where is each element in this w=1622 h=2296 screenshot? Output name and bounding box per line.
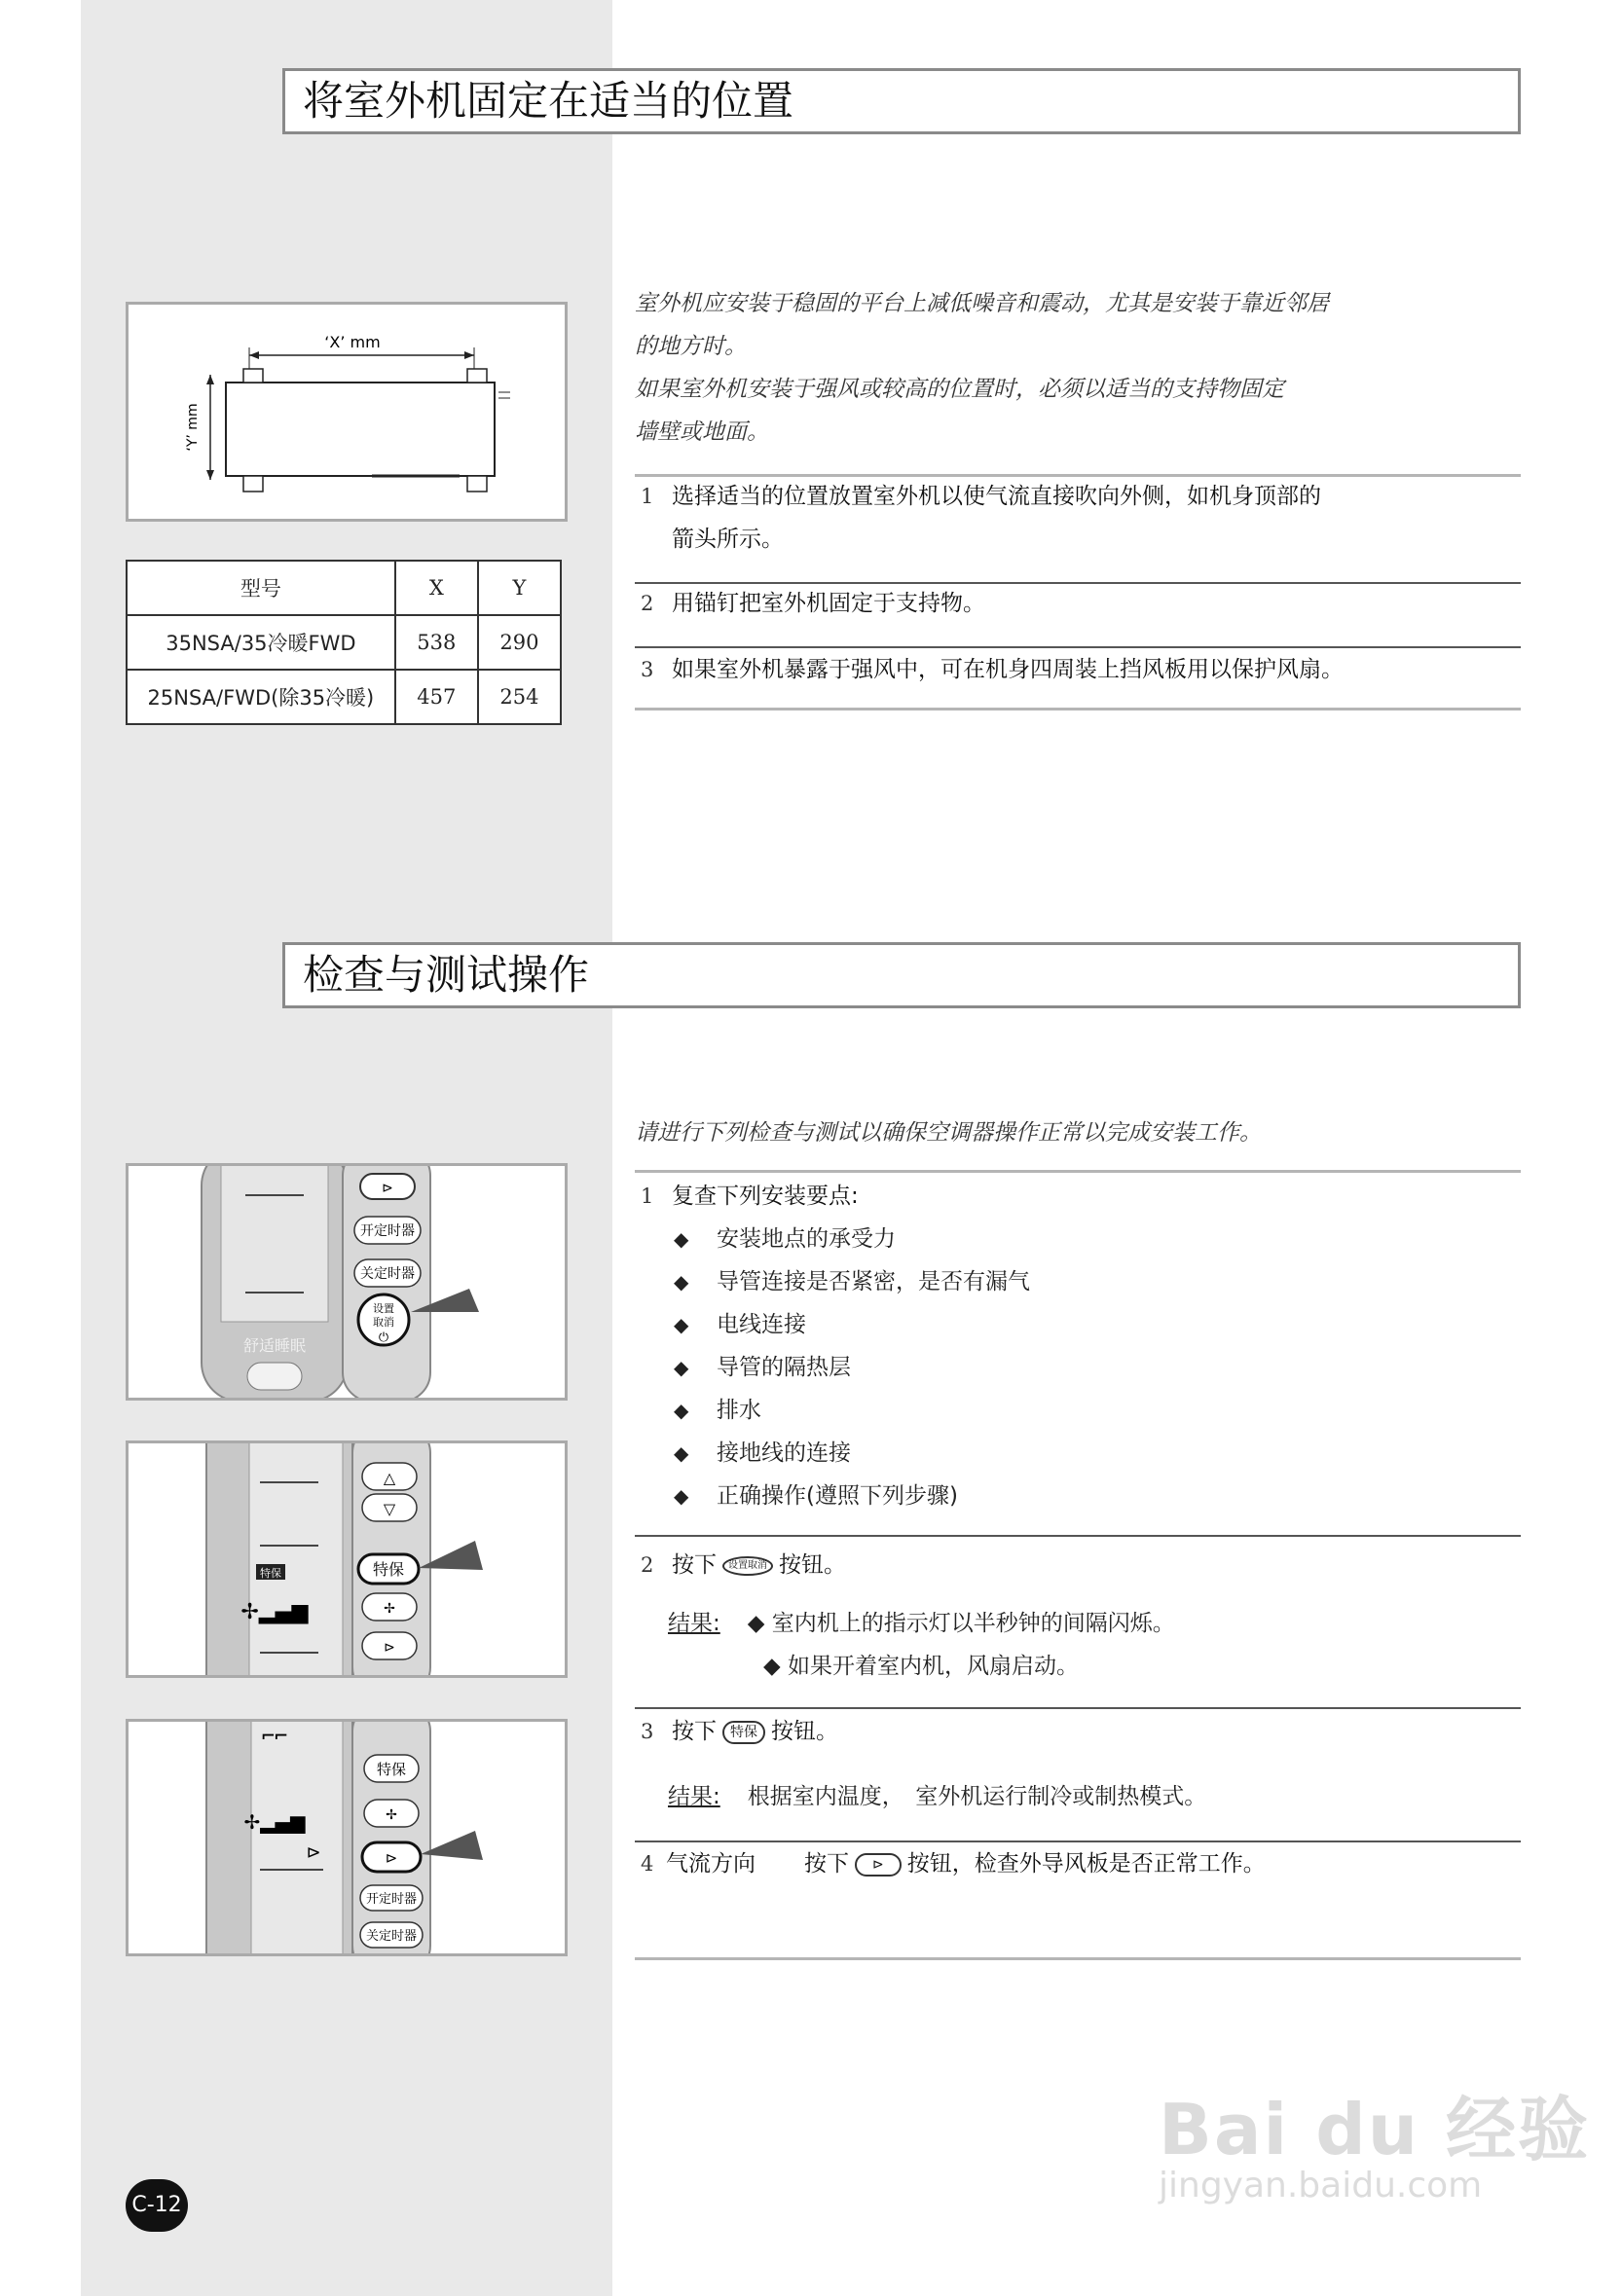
table-cell-model: 25NSA/FWD(除35冷暖) [127,670,395,724]
fan-speed-icon: ✢▂▄▆ [243,1810,306,1834]
list-item: ◆ 导管连接是否紧密，是否有漏气 [674,1260,1030,1303]
intro-line: 如果室外机安装于强风或较高的位置时，必须以适当的支持物固定 [635,377,1284,402]
set-label: 设置 [373,1302,394,1315]
checklist [674,1218,1030,1517]
special-inline-icon: 特保 [722,1721,765,1744]
section-title-check-test: 检查与测试操作 [282,942,1521,1008]
y-label: ‘Y’ mm [185,403,201,452]
watermark-brand: Bai du 经验 [1159,2089,1591,2170]
diamond-bullet: ◆ [674,1270,689,1294]
section1-intro [635,282,1329,454]
install-step-2 [641,582,985,625]
special-button-label: 特保 [372,1560,405,1579]
diamond-bullet: ◆ [674,1227,689,1251]
list-item: ◆ 接地线的连接 [674,1432,1030,1475]
list-item: ◆ 排水 [674,1389,1030,1432]
outdoor-unit-dimension-figure [126,302,568,522]
diamond-bullet: ◆ [763,1654,781,1679]
test-step-4: 4 气流方向 按下 ⊳ 按钮，检查外导风板是否正常工作。 [641,1842,1266,1885]
table-cell-model: 35NSA/35冷暖FWD [127,615,395,670]
cancel-label: 取消 [373,1316,394,1329]
timer-on-label: 开定时器 [365,1892,418,1907]
diamond-bullet: ◆ [674,1313,689,1336]
step3-result: 结果: 根据室内温度， 室外机运行制冷或制热模式。 [668,1784,1207,1809]
intro-line: 墙壁或地面。 [635,419,769,445]
power-icon: ⏻ [378,1330,389,1345]
list-item: ◆ 安装地点的承受力 [674,1218,1030,1260]
divider [635,1170,1521,1173]
remote-control-illustration [129,1166,565,1398]
step-text: 箭头所示。 [672,527,784,552]
swing-glyph: ⊳ [384,1640,395,1656]
step-text: 复查下列安装要点: [672,1184,859,1209]
outdoor-unit-diagram [129,305,565,519]
list-item: ◆ 电线连接 [674,1303,1030,1346]
timer-off-label: 关定时器 [365,1929,418,1944]
step-number: 1 [641,1184,654,1208]
table-cell-y: 290 [478,615,561,670]
step-number: 4 [641,1852,654,1876]
diamond-bullet: ◆ [747,1611,765,1636]
divider [635,708,1521,711]
page-number-badge: C-12 [126,2179,188,2232]
outdoor-unit-body [226,383,495,476]
mount-foot [243,476,263,492]
set-cancel-inline-icon: 设置取消 [722,1556,773,1576]
y-arrow-top [206,375,214,384]
step-text: 如果室外机暴露于强风中，可在机身四周装上挡风板用以保护风扇。 [672,657,1344,682]
x-arrow-left [249,351,259,359]
divider [635,1535,1521,1537]
fan-speed-icon: ✢▂▄▆ [240,1600,309,1624]
mount-foot [467,476,487,492]
x-arrow-right [464,351,474,359]
mount-foot [467,369,487,383]
section-title-install-outdoor: 将室外机固定在适当的位置 [282,68,1521,134]
divider [635,1707,1521,1709]
triangle-up-icon: △ [383,1469,396,1487]
table-header-row [127,561,561,615]
table-row [127,670,561,724]
swing-glyph: ⊳ [382,1181,393,1196]
remote-control-illustration [129,1722,565,1953]
remote-figure-set-cancel [126,1163,568,1401]
diamond-bullet: ◆ [674,1399,689,1422]
swing-inline-icon: ⊳ [855,1853,902,1877]
step-number: 2 [641,1553,654,1577]
table-header: 型号 [127,561,395,615]
diamond-bullet: ◆ [674,1441,689,1465]
model-dimension-table [126,560,562,725]
install-step-3 [641,648,1344,691]
intro-line: 室外机应安装于稳固的平台上减低噪音和震动，尤其是安装于靠近邻居 [635,291,1329,316]
remote-control-illustration [129,1443,565,1675]
test-step-1 [641,1175,859,1218]
step-number: 2 [641,592,654,615]
y-arrow-bottom [206,470,214,480]
diamond-bullet: ◆ [674,1356,689,1379]
test-step-3: 3 按下 特保 按钮。 [641,1710,838,1753]
swing-glyph: ⊳ [385,1849,398,1867]
fan-icon: ✢ [386,1807,397,1823]
timer-off-label: 关定时器 [360,1266,415,1282]
step-number: 3 [641,658,654,681]
list-item: ◆ 导管的隔热层 [674,1346,1030,1389]
section2-intro: 请进行下列检查与测试以确保空调器操作正常以完成安装工作。 [635,1120,1262,1146]
remote-display [251,1722,343,1953]
remote-display [249,1443,343,1675]
intro-line: 的地方时。 [635,334,747,359]
timer-on-label: 开定时器 [360,1223,415,1239]
step2-result: 结果: ◆ 室内机上的指示灯以半秒钟的间隔闪烁。 [668,1611,1175,1636]
step2-result-2: ◆ 如果开着室内机，风扇启动。 [763,1654,1080,1679]
install-step-1 [641,475,1321,561]
list-item: ◆ 正确操作(遵照下列步骤) [674,1475,1030,1517]
temp-digits-icon: ⌐⌐ [261,1725,288,1749]
step-text: 选择适当的位置放置室外机以使气流直接吹向外侧，如机身顶部的 [672,484,1321,509]
table-header: Y [478,561,561,615]
table-cell-y: 254 [478,670,561,724]
special-indicator: 特保 [260,1567,281,1580]
swing-indicator-icon: ⊳ [306,1842,321,1863]
table-header: X [395,561,478,615]
table-cell-x: 538 [395,615,478,670]
remote-figure-special [126,1440,568,1678]
sleep-label: 舒适睡眠 [242,1336,307,1355]
result-label: 结果: [668,1611,720,1636]
step-text: 用锚钉把室外机固定于支持物。 [672,591,985,616]
table-row [127,615,561,670]
special-button-label: 特保 [376,1761,407,1778]
watermark-url: jingyan.baidu.com [1159,2166,1483,2205]
test-step-2: 2 按下 设置取消 按钮。 [641,1544,846,1586]
remote-display [221,1166,328,1322]
x-label: ‘X’ mm [324,333,381,351]
sleep-button [247,1363,302,1390]
mount-foot [243,369,263,383]
result-label: 结果: [668,1784,720,1809]
diamond-bullet: ◆ [674,1484,689,1508]
table-cell-x: 457 [395,670,478,724]
divider [635,1957,1521,1960]
step-number: 3 [641,1720,654,1743]
fan-icon: ✢ [384,1601,395,1617]
triangle-down-icon: ▽ [383,1500,396,1518]
step-number: 1 [641,485,654,508]
remote-figure-swing [126,1719,568,1956]
